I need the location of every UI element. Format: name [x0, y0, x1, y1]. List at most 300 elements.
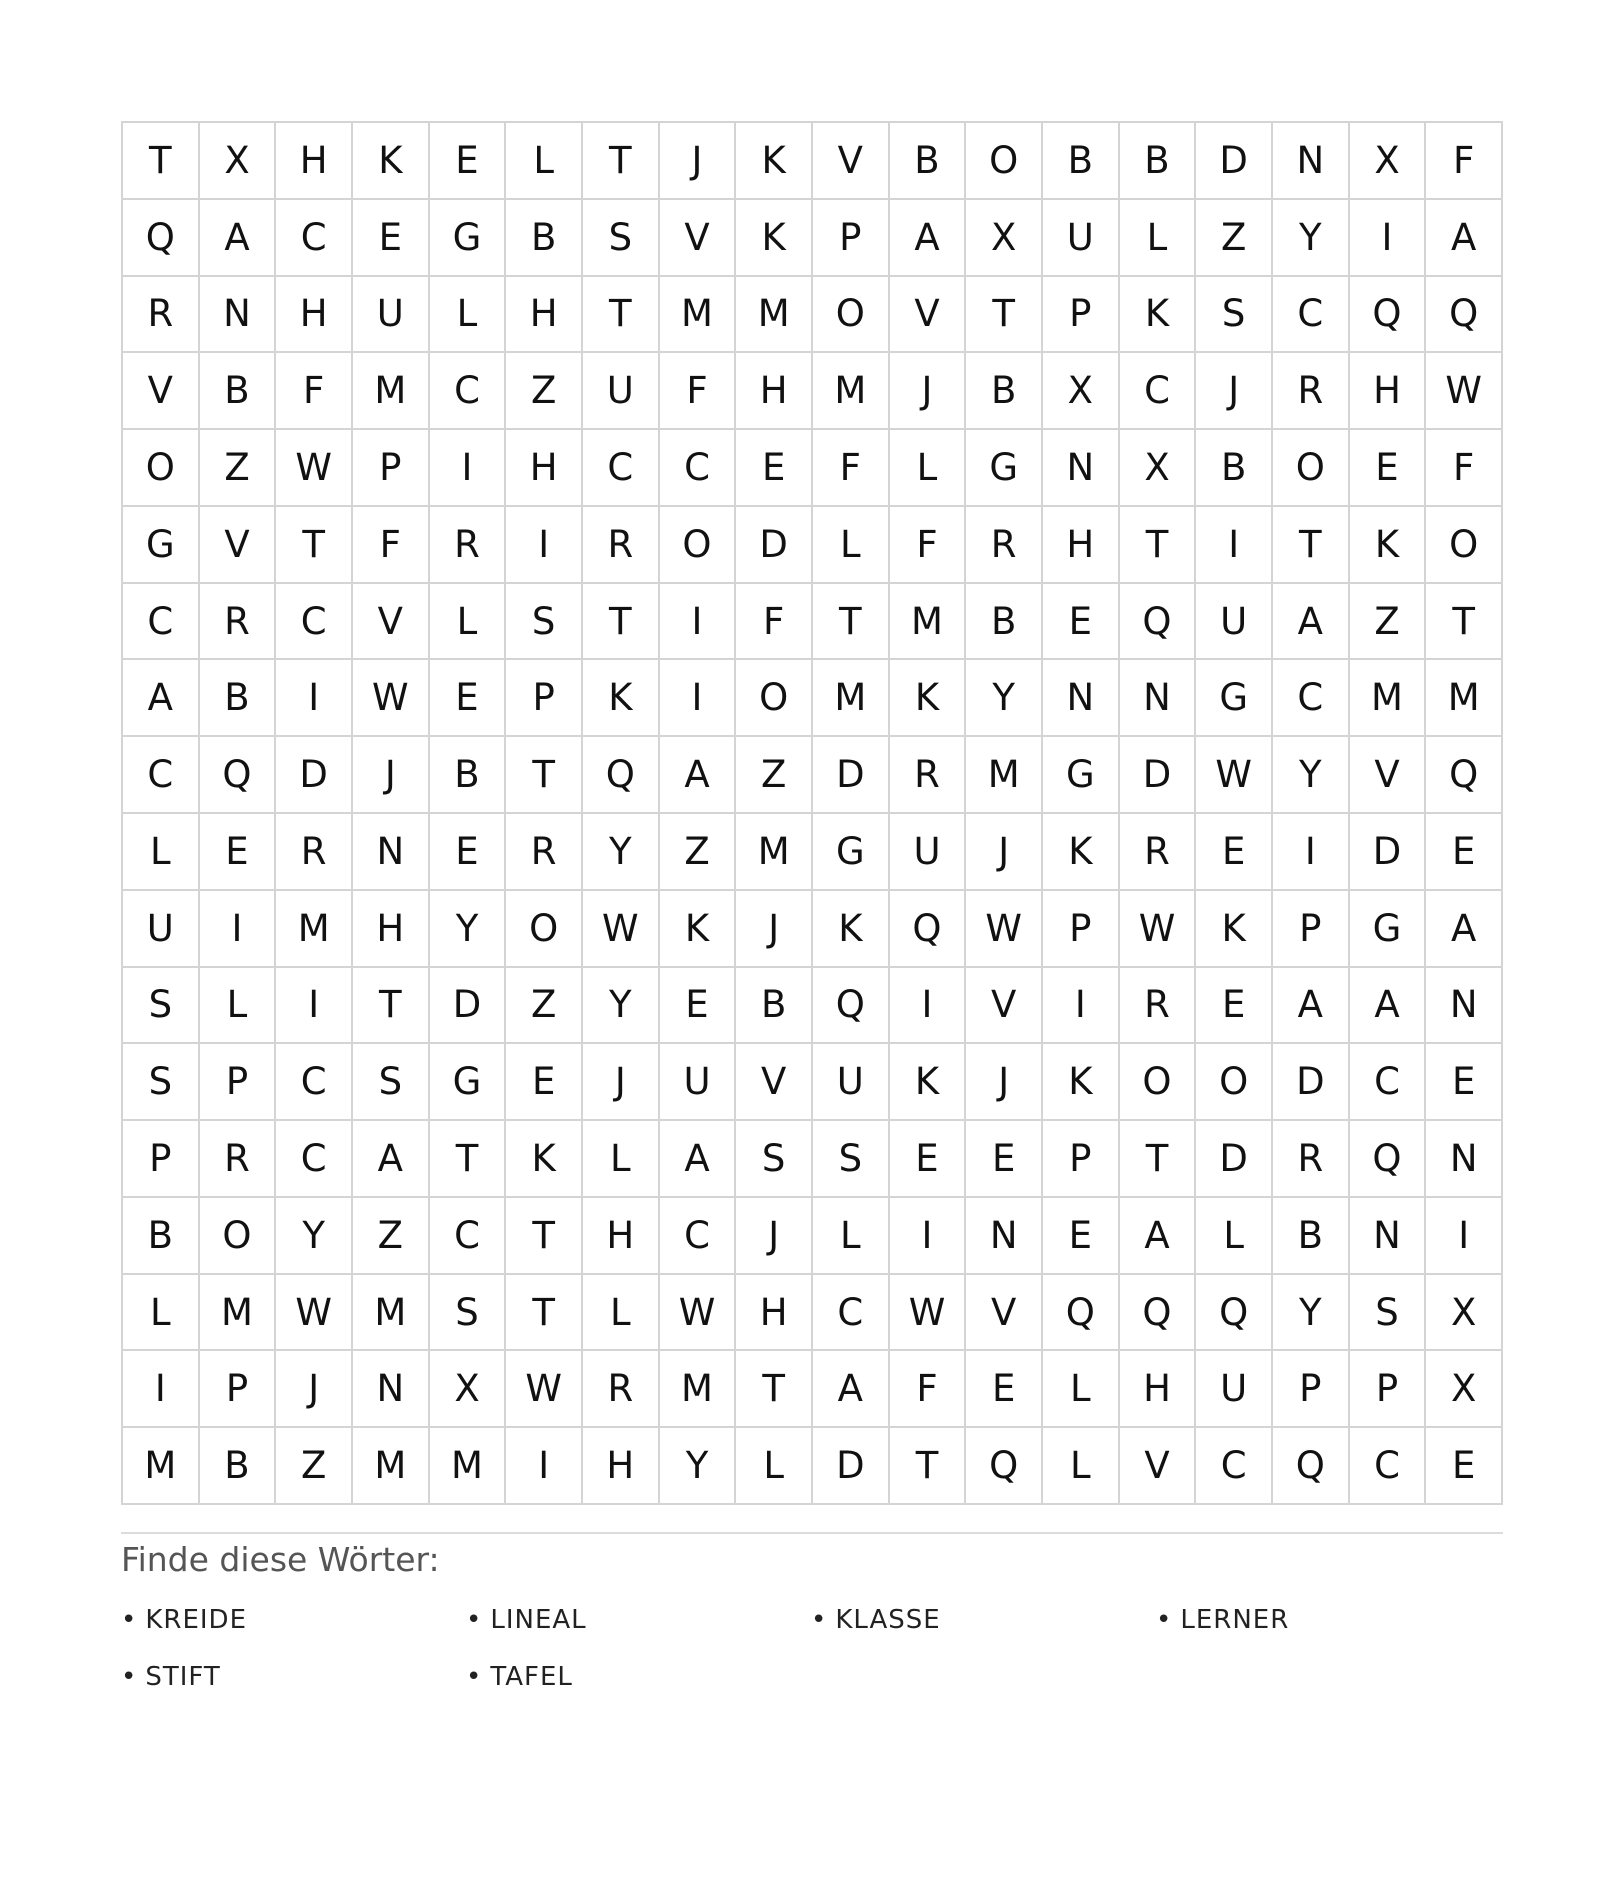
- grid-cell[interactable]: F: [736, 584, 813, 661]
- grid-cell[interactable]: R: [506, 814, 583, 891]
- grid-cell[interactable]: D: [1273, 1044, 1350, 1121]
- grid-cell[interactable]: L: [813, 1198, 890, 1275]
- grid-cell[interactable]: G: [1196, 660, 1273, 737]
- grid-cell[interactable]: H: [1120, 1351, 1197, 1428]
- grid-cell[interactable]: C: [660, 1198, 737, 1275]
- grid-cell[interactable]: C: [430, 353, 507, 430]
- grid-cell[interactable]: M: [1426, 660, 1503, 737]
- grid-cell[interactable]: R: [1120, 814, 1197, 891]
- grid-cell[interactable]: V: [966, 1275, 1043, 1352]
- grid-cell[interactable]: I: [1273, 814, 1350, 891]
- grid-cell[interactable]: L: [123, 814, 200, 891]
- grid-cell[interactable]: E: [660, 968, 737, 1045]
- grid-cell[interactable]: L: [1043, 1428, 1120, 1505]
- grid-cell[interactable]: S: [736, 1121, 813, 1198]
- grid-cell[interactable]: F: [813, 430, 890, 507]
- grid-cell[interactable]: J: [966, 1044, 1043, 1121]
- grid-cell[interactable]: V: [736, 1044, 813, 1121]
- grid-cell[interactable]: K: [736, 123, 813, 200]
- grid-cell[interactable]: B: [736, 968, 813, 1045]
- grid-cell[interactable]: Y: [583, 814, 660, 891]
- grid-cell[interactable]: W: [890, 1275, 967, 1352]
- grid-cell[interactable]: X: [200, 123, 277, 200]
- grid-cell[interactable]: E: [353, 200, 430, 277]
- grid-cell[interactable]: O: [966, 123, 1043, 200]
- grid-cell[interactable]: D: [276, 737, 353, 814]
- grid-cell[interactable]: C: [1120, 353, 1197, 430]
- grid-cell[interactable]: C: [1273, 277, 1350, 354]
- grid-cell[interactable]: L: [1043, 1351, 1120, 1428]
- grid-cell[interactable]: A: [1426, 200, 1503, 277]
- grid-cell[interactable]: N: [1426, 968, 1503, 1045]
- grid-cell[interactable]: P: [1043, 277, 1120, 354]
- grid-cell[interactable]: E: [1196, 814, 1273, 891]
- grid-cell[interactable]: E: [1426, 814, 1503, 891]
- grid-cell[interactable]: C: [1350, 1428, 1427, 1505]
- grid-cell[interactable]: R: [276, 814, 353, 891]
- grid-cell[interactable]: X: [430, 1351, 507, 1428]
- grid-cell[interactable]: J: [583, 1044, 660, 1121]
- grid-cell[interactable]: Y: [660, 1428, 737, 1505]
- grid-cell[interactable]: T: [1426, 584, 1503, 661]
- grid-cell[interactable]: P: [353, 430, 430, 507]
- grid-cell[interactable]: I: [506, 1428, 583, 1505]
- grid-cell[interactable]: A: [1273, 968, 1350, 1045]
- grid-cell[interactable]: A: [1120, 1198, 1197, 1275]
- grid-cell[interactable]: V: [123, 353, 200, 430]
- grid-cell[interactable]: A: [1350, 968, 1427, 1045]
- grid-cell[interactable]: E: [200, 814, 277, 891]
- grid-cell[interactable]: E: [506, 1044, 583, 1121]
- grid-cell[interactable]: B: [1120, 123, 1197, 200]
- grid-cell[interactable]: T: [506, 1275, 583, 1352]
- grid-cell[interactable]: H: [736, 1275, 813, 1352]
- grid-cell[interactable]: P: [123, 1121, 200, 1198]
- grid-cell[interactable]: L: [123, 1275, 200, 1352]
- grid-cell[interactable]: W: [1426, 353, 1503, 430]
- grid-cell[interactable]: D: [1196, 123, 1273, 200]
- grid-cell[interactable]: W: [353, 660, 430, 737]
- grid-cell[interactable]: C: [813, 1275, 890, 1352]
- grid-cell[interactable]: I: [123, 1351, 200, 1428]
- grid-cell[interactable]: E: [966, 1351, 1043, 1428]
- grid-cell[interactable]: C: [276, 1121, 353, 1198]
- grid-cell[interactable]: A: [660, 737, 737, 814]
- grid-cell[interactable]: D: [813, 1428, 890, 1505]
- grid-cell[interactable]: E: [1350, 430, 1427, 507]
- grid-cell[interactable]: J: [660, 123, 737, 200]
- grid-cell[interactable]: T: [1273, 507, 1350, 584]
- grid-cell[interactable]: V: [1350, 737, 1427, 814]
- grid-cell[interactable]: B: [200, 353, 277, 430]
- grid-cell[interactable]: Q: [890, 891, 967, 968]
- grid-cell[interactable]: J: [276, 1351, 353, 1428]
- grid-cell[interactable]: F: [276, 353, 353, 430]
- grid-cell[interactable]: J: [966, 814, 1043, 891]
- grid-cell[interactable]: L: [430, 277, 507, 354]
- grid-cell[interactable]: R: [200, 584, 277, 661]
- grid-cell[interactable]: E: [430, 660, 507, 737]
- grid-cell[interactable]: G: [813, 814, 890, 891]
- grid-cell[interactable]: Q: [1350, 277, 1427, 354]
- grid-cell[interactable]: I: [276, 968, 353, 1045]
- grid-cell[interactable]: A: [123, 660, 200, 737]
- grid-cell[interactable]: Y: [430, 891, 507, 968]
- grid-cell[interactable]: T: [353, 968, 430, 1045]
- grid-cell[interactable]: O: [1273, 430, 1350, 507]
- grid-cell[interactable]: D: [1120, 737, 1197, 814]
- grid-cell[interactable]: A: [200, 200, 277, 277]
- grid-cell[interactable]: Q: [1043, 1275, 1120, 1352]
- grid-cell[interactable]: K: [1120, 277, 1197, 354]
- grid-cell[interactable]: N: [1043, 430, 1120, 507]
- grid-cell[interactable]: A: [1426, 891, 1503, 968]
- grid-cell[interactable]: S: [1196, 277, 1273, 354]
- grid-cell[interactable]: P: [1273, 891, 1350, 968]
- grid-cell[interactable]: Q: [813, 968, 890, 1045]
- grid-cell[interactable]: U: [660, 1044, 737, 1121]
- grid-cell[interactable]: H: [506, 430, 583, 507]
- grid-cell[interactable]: B: [1043, 123, 1120, 200]
- grid-cell[interactable]: R: [1273, 1121, 1350, 1198]
- grid-cell[interactable]: Z: [506, 353, 583, 430]
- grid-cell[interactable]: C: [583, 430, 660, 507]
- grid-cell[interactable]: N: [1273, 123, 1350, 200]
- grid-cell[interactable]: E: [1043, 1198, 1120, 1275]
- grid-cell[interactable]: M: [813, 660, 890, 737]
- grid-cell[interactable]: O: [123, 430, 200, 507]
- grid-cell[interactable]: U: [890, 814, 967, 891]
- grid-cell[interactable]: Q: [1350, 1121, 1427, 1198]
- grid-cell[interactable]: K: [736, 200, 813, 277]
- grid-cell[interactable]: C: [660, 430, 737, 507]
- grid-cell[interactable]: V: [1120, 1428, 1197, 1505]
- grid-cell[interactable]: O: [813, 277, 890, 354]
- grid-cell[interactable]: I: [890, 1198, 967, 1275]
- grid-cell[interactable]: F: [353, 507, 430, 584]
- grid-cell[interactable]: Q: [1273, 1428, 1350, 1505]
- grid-cell[interactable]: M: [353, 1428, 430, 1505]
- grid-cell[interactable]: C: [276, 584, 353, 661]
- grid-cell[interactable]: C: [123, 737, 200, 814]
- grid-cell[interactable]: I: [1350, 200, 1427, 277]
- grid-cell[interactable]: B: [200, 1428, 277, 1505]
- grid-cell[interactable]: E: [1426, 1428, 1503, 1505]
- grid-cell[interactable]: Z: [200, 430, 277, 507]
- grid-cell[interactable]: C: [1350, 1044, 1427, 1121]
- grid-cell[interactable]: B: [430, 737, 507, 814]
- grid-cell[interactable]: V: [813, 123, 890, 200]
- grid-cell[interactable]: H: [353, 891, 430, 968]
- grid-cell[interactable]: V: [966, 968, 1043, 1045]
- grid-cell[interactable]: B: [890, 123, 967, 200]
- grid-cell[interactable]: Z: [506, 968, 583, 1045]
- grid-cell[interactable]: L: [430, 584, 507, 661]
- grid-cell[interactable]: K: [813, 891, 890, 968]
- grid-cell[interactable]: P: [1350, 1351, 1427, 1428]
- grid-cell[interactable]: D: [736, 507, 813, 584]
- grid-cell[interactable]: M: [660, 1351, 737, 1428]
- grid-cell[interactable]: K: [1043, 814, 1120, 891]
- grid-cell[interactable]: S: [506, 584, 583, 661]
- grid-cell[interactable]: C: [1196, 1428, 1273, 1505]
- grid-cell[interactable]: N: [1043, 660, 1120, 737]
- grid-cell[interactable]: I: [1043, 968, 1120, 1045]
- grid-cell[interactable]: U: [1043, 200, 1120, 277]
- grid-cell[interactable]: F: [660, 353, 737, 430]
- grid-cell[interactable]: T: [506, 1198, 583, 1275]
- grid-cell[interactable]: R: [966, 507, 1043, 584]
- grid-cell[interactable]: U: [1196, 584, 1273, 661]
- grid-cell[interactable]: M: [276, 891, 353, 968]
- grid-cell[interactable]: L: [583, 1121, 660, 1198]
- grid-cell[interactable]: Z: [1196, 200, 1273, 277]
- grid-cell[interactable]: W: [966, 891, 1043, 968]
- grid-cell[interactable]: H: [736, 353, 813, 430]
- grid-cell[interactable]: N: [966, 1198, 1043, 1275]
- grid-cell[interactable]: H: [1043, 507, 1120, 584]
- grid-cell[interactable]: Q: [200, 737, 277, 814]
- grid-cell[interactable]: C: [276, 200, 353, 277]
- grid-cell[interactable]: M: [966, 737, 1043, 814]
- grid-cell[interactable]: Q: [1120, 584, 1197, 661]
- grid-cell[interactable]: P: [1043, 891, 1120, 968]
- grid-cell[interactable]: S: [123, 1044, 200, 1121]
- grid-cell[interactable]: L: [506, 123, 583, 200]
- grid-cell[interactable]: G: [430, 1044, 507, 1121]
- grid-cell[interactable]: C: [430, 1198, 507, 1275]
- grid-cell[interactable]: T: [506, 737, 583, 814]
- grid-cell[interactable]: W: [660, 1275, 737, 1352]
- grid-cell[interactable]: T: [583, 584, 660, 661]
- grid-cell[interactable]: E: [1426, 1044, 1503, 1121]
- grid-cell[interactable]: T: [736, 1351, 813, 1428]
- grid-cell[interactable]: C: [276, 1044, 353, 1121]
- grid-cell[interactable]: S: [353, 1044, 430, 1121]
- grid-cell[interactable]: P: [1043, 1121, 1120, 1198]
- grid-cell[interactable]: Q: [966, 1428, 1043, 1505]
- grid-cell[interactable]: M: [430, 1428, 507, 1505]
- grid-cell[interactable]: E: [1043, 584, 1120, 661]
- grid-cell[interactable]: X: [1426, 1351, 1503, 1428]
- grid-cell[interactable]: V: [660, 200, 737, 277]
- grid-cell[interactable]: S: [430, 1275, 507, 1352]
- grid-cell[interactable]: I: [506, 507, 583, 584]
- grid-cell[interactable]: U: [1196, 1351, 1273, 1428]
- grid-cell[interactable]: X: [1120, 430, 1197, 507]
- grid-cell[interactable]: T: [583, 277, 660, 354]
- grid-cell[interactable]: V: [200, 507, 277, 584]
- grid-cell[interactable]: G: [123, 507, 200, 584]
- grid-cell[interactable]: R: [1120, 968, 1197, 1045]
- grid-cell[interactable]: Z: [1350, 584, 1427, 661]
- grid-cell[interactable]: M: [1350, 660, 1427, 737]
- grid-cell[interactable]: D: [430, 968, 507, 1045]
- grid-cell[interactable]: T: [890, 1428, 967, 1505]
- grid-cell[interactable]: W: [506, 1351, 583, 1428]
- grid-cell[interactable]: R: [583, 1351, 660, 1428]
- grid-cell[interactable]: O: [200, 1198, 277, 1275]
- grid-cell[interactable]: E: [430, 123, 507, 200]
- grid-cell[interactable]: J: [353, 737, 430, 814]
- grid-cell[interactable]: X: [1426, 1275, 1503, 1352]
- grid-cell[interactable]: Q: [1426, 277, 1503, 354]
- grid-cell[interactable]: M: [736, 277, 813, 354]
- grid-cell[interactable]: P: [200, 1351, 277, 1428]
- grid-cell[interactable]: Z: [660, 814, 737, 891]
- grid-cell[interactable]: Y: [966, 660, 1043, 737]
- grid-cell[interactable]: Y: [276, 1198, 353, 1275]
- grid-cell[interactable]: I: [660, 584, 737, 661]
- grid-cell[interactable]: F: [1426, 123, 1503, 200]
- grid-cell[interactable]: D: [813, 737, 890, 814]
- grid-cell[interactable]: B: [123, 1198, 200, 1275]
- grid-cell[interactable]: Q: [123, 200, 200, 277]
- grid-cell[interactable]: Y: [1273, 737, 1350, 814]
- grid-cell[interactable]: O: [1426, 507, 1503, 584]
- grid-cell[interactable]: B: [506, 200, 583, 277]
- grid-cell[interactable]: M: [813, 353, 890, 430]
- grid-cell[interactable]: J: [890, 353, 967, 430]
- grid-cell[interactable]: Q: [1120, 1275, 1197, 1352]
- grid-cell[interactable]: S: [123, 968, 200, 1045]
- grid-cell[interactable]: E: [430, 814, 507, 891]
- grid-cell[interactable]: K: [353, 123, 430, 200]
- grid-cell[interactable]: Y: [1273, 1275, 1350, 1352]
- grid-cell[interactable]: W: [583, 891, 660, 968]
- grid-cell[interactable]: Q: [1426, 737, 1503, 814]
- grid-cell[interactable]: G: [1043, 737, 1120, 814]
- grid-cell[interactable]: Z: [736, 737, 813, 814]
- grid-cell[interactable]: F: [890, 1351, 967, 1428]
- grid-cell[interactable]: W: [276, 430, 353, 507]
- grid-cell[interactable]: N: [353, 1351, 430, 1428]
- grid-cell[interactable]: H: [276, 277, 353, 354]
- grid-cell[interactable]: E: [1196, 968, 1273, 1045]
- grid-cell[interactable]: L: [736, 1428, 813, 1505]
- grid-cell[interactable]: M: [736, 814, 813, 891]
- grid-cell[interactable]: I: [1426, 1198, 1503, 1275]
- grid-cell[interactable]: N: [1120, 660, 1197, 737]
- grid-cell[interactable]: N: [353, 814, 430, 891]
- grid-cell[interactable]: X: [966, 200, 1043, 277]
- grid-cell[interactable]: M: [353, 353, 430, 430]
- grid-cell[interactable]: T: [966, 277, 1043, 354]
- grid-cell[interactable]: R: [123, 277, 200, 354]
- grid-cell[interactable]: M: [123, 1428, 200, 1505]
- grid-cell[interactable]: W: [1196, 737, 1273, 814]
- grid-cell[interactable]: I: [890, 968, 967, 1045]
- grid-cell[interactable]: M: [890, 584, 967, 661]
- grid-cell[interactable]: O: [1196, 1044, 1273, 1121]
- grid-cell[interactable]: P: [506, 660, 583, 737]
- grid-cell[interactable]: R: [583, 507, 660, 584]
- grid-cell[interactable]: K: [583, 660, 660, 737]
- grid-cell[interactable]: K: [660, 891, 737, 968]
- grid-cell[interactable]: A: [813, 1351, 890, 1428]
- grid-cell[interactable]: V: [890, 277, 967, 354]
- grid-cell[interactable]: I: [660, 660, 737, 737]
- grid-cell[interactable]: C: [1273, 660, 1350, 737]
- grid-cell[interactable]: L: [813, 507, 890, 584]
- grid-cell[interactable]: T: [276, 507, 353, 584]
- grid-cell[interactable]: Q: [1196, 1275, 1273, 1352]
- grid-cell[interactable]: K: [1043, 1044, 1120, 1121]
- grid-cell[interactable]: G: [1350, 891, 1427, 968]
- grid-cell[interactable]: P: [200, 1044, 277, 1121]
- grid-cell[interactable]: L: [1196, 1198, 1273, 1275]
- grid-cell[interactable]: W: [276, 1275, 353, 1352]
- grid-cell[interactable]: F: [890, 507, 967, 584]
- grid-cell[interactable]: B: [966, 353, 1043, 430]
- grid-cell[interactable]: J: [1196, 353, 1273, 430]
- grid-cell[interactable]: K: [890, 660, 967, 737]
- grid-cell[interactable]: R: [1273, 353, 1350, 430]
- grid-cell[interactable]: S: [813, 1121, 890, 1198]
- grid-cell[interactable]: K: [1350, 507, 1427, 584]
- grid-cell[interactable]: I: [200, 891, 277, 968]
- grid-cell[interactable]: I: [430, 430, 507, 507]
- grid-cell[interactable]: Z: [276, 1428, 353, 1505]
- grid-cell[interactable]: L: [583, 1275, 660, 1352]
- grid-cell[interactable]: I: [276, 660, 353, 737]
- grid-cell[interactable]: M: [660, 277, 737, 354]
- grid-cell[interactable]: T: [813, 584, 890, 661]
- grid-cell[interactable]: V: [353, 584, 430, 661]
- grid-cell[interactable]: E: [736, 430, 813, 507]
- grid-cell[interactable]: S: [583, 200, 660, 277]
- grid-cell[interactable]: H: [583, 1428, 660, 1505]
- grid-cell[interactable]: E: [890, 1121, 967, 1198]
- grid-cell[interactable]: D: [1196, 1121, 1273, 1198]
- grid-cell[interactable]: T: [1120, 507, 1197, 584]
- grid-cell[interactable]: U: [123, 891, 200, 968]
- grid-cell[interactable]: U: [813, 1044, 890, 1121]
- grid-cell[interactable]: H: [506, 277, 583, 354]
- grid-cell[interactable]: R: [200, 1121, 277, 1198]
- grid-cell[interactable]: S: [1350, 1275, 1427, 1352]
- grid-cell[interactable]: B: [1196, 430, 1273, 507]
- grid-cell[interactable]: A: [660, 1121, 737, 1198]
- grid-cell[interactable]: X: [1043, 353, 1120, 430]
- grid-cell[interactable]: K: [890, 1044, 967, 1121]
- grid-cell[interactable]: N: [1426, 1121, 1503, 1198]
- grid-cell[interactable]: L: [200, 968, 277, 1045]
- grid-cell[interactable]: A: [353, 1121, 430, 1198]
- grid-cell[interactable]: R: [890, 737, 967, 814]
- grid-cell[interactable]: U: [353, 277, 430, 354]
- grid-cell[interactable]: W: [1120, 891, 1197, 968]
- grid-cell[interactable]: G: [966, 430, 1043, 507]
- grid-cell[interactable]: E: [966, 1121, 1043, 1198]
- grid-cell[interactable]: G: [430, 200, 507, 277]
- grid-cell[interactable]: C: [123, 584, 200, 661]
- grid-cell[interactable]: D: [1350, 814, 1427, 891]
- grid-cell[interactable]: T: [430, 1121, 507, 1198]
- grid-cell[interactable]: N: [1350, 1198, 1427, 1275]
- grid-cell[interactable]: I: [1196, 507, 1273, 584]
- grid-cell[interactable]: K: [506, 1121, 583, 1198]
- grid-cell[interactable]: U: [583, 353, 660, 430]
- grid-cell[interactable]: T: [583, 123, 660, 200]
- grid-cell[interactable]: X: [1350, 123, 1427, 200]
- grid-cell[interactable]: N: [200, 277, 277, 354]
- grid-cell[interactable]: B: [966, 584, 1043, 661]
- grid-cell[interactable]: L: [1120, 200, 1197, 277]
- grid-cell[interactable]: Y: [583, 968, 660, 1045]
- grid-cell[interactable]: O: [1120, 1044, 1197, 1121]
- grid-cell[interactable]: H: [276, 123, 353, 200]
